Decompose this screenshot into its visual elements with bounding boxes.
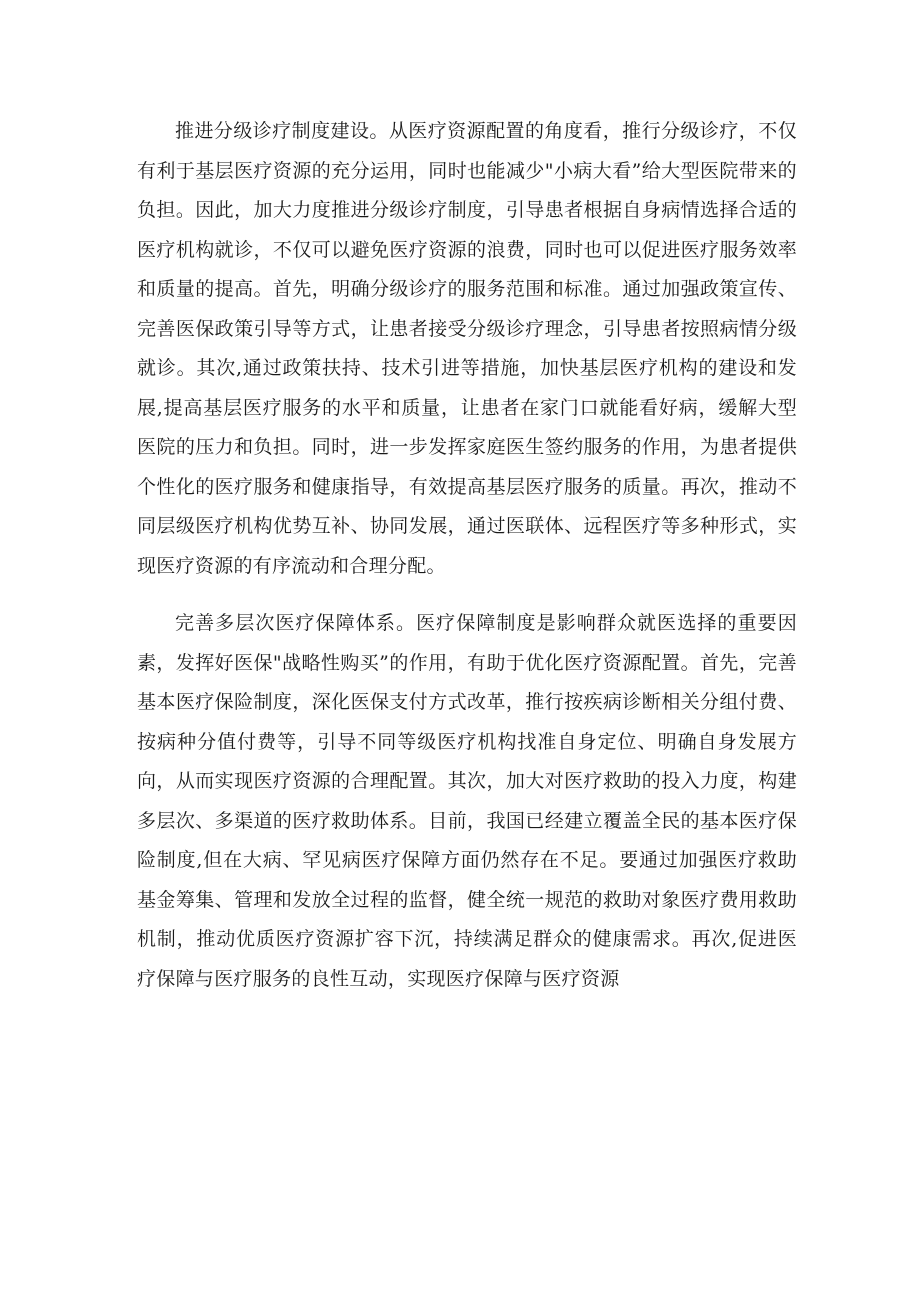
document-body: [137, 112, 797, 999]
paragraph-medical-insurance: 完善多层次医疗保障体系。医疗保障制度是影响群众就医选择的重要因素，发挥好医保"战略性购买”的作用，有助于优化医疗资源配置。首先，完善基本医疗保险制度，深化医保支付方式改革，推行按疾病诊断相关分组付费、按病种分值付费等，引导不同等级医疗机构找准自身定位、明确自身发展方向，从而实现医疗资源的合理配置。其次，加大对医疗救助的投入力度，构建多层次、多渠道的医疗救助体系。目前，我国已经建立覆盖全民的基本医疗保险制度,但在大病、罕见病医疗保障方面仍然存在不足。要通过加强医疗救助基金筹集、管理和发放全过程的监督，健全统一规范的救助对象医疗费用救助机制，推动优质医疗资源扩容下沉，持续满足群众的健康需求。再次,促进医疗保障与医疗服务的良性互动，实现医疗保障与医疗资源: [137, 612, 797, 990]
paragraph-tiered-diagnosis: 推进分级诊疗制度建设。从医疗资源配置的角度看，推行分级诊疗，不仅有利于基层医疗资源的充分运用，同时也能减少"小病大看”给大型医院带来的负担。因此，加大力度推进分级诊疗制度，引导患者根据自身病情选择合适的医疗机构就诊，不仅可以避免医疗资源的浪费，同时也可以促进医疗服务效率和质量的提高。首先，明确分级诊疗的服务范围和标准。通过加强政策宣传、完善医保政策引导等方式，让患者接受分级诊疗理念，引导患者按照病情分级就诊。其次,通过政策扶持、技术引进等措施，加快基层医疗机构的建设和发展,提高基层医疗服务的水平和质量，让患者在家门口就能看好病，缓解大型医院的压力和负担。同时，进一步发挥家庭医生签约服务的作用，为患者提供个性化的医疗服务和健康指导，有效提高基层医疗服务的质量。再次，推动不同层级医疗机构优势互补、协同发展，通过医联体、远程医疗等多种形式，实现医疗资源的有序流动和合理分配。: [137, 120, 797, 577]
